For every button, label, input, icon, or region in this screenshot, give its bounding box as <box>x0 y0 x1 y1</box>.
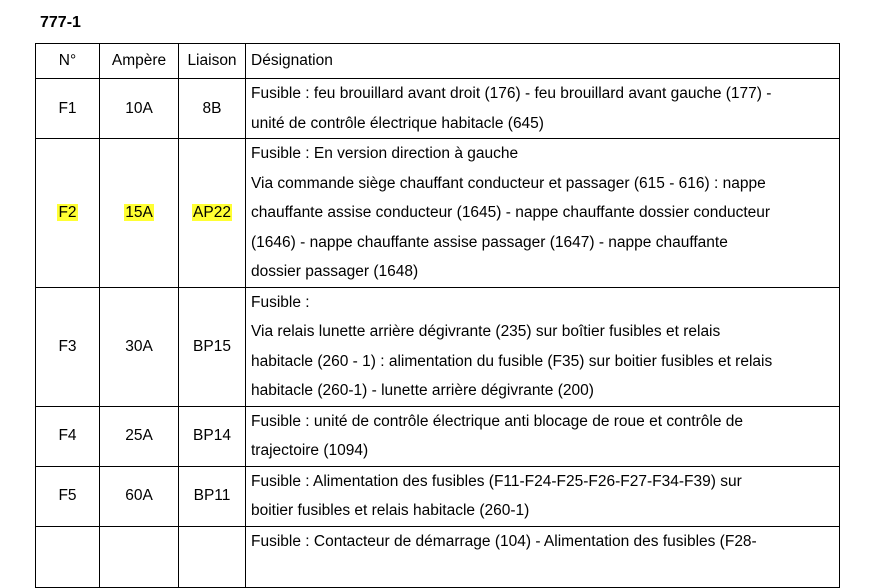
designation-line: habitacle (260 - 1) : alimentation du fusible (F35) sur boitier fusibles et relais <box>251 352 773 370</box>
cell-num <box>36 139 100 288</box>
cell-ampere <box>100 406 179 466</box>
table-row <box>36 139 840 288</box>
cell-designation <box>246 466 840 526</box>
document-title: 777-1 <box>40 14 81 31</box>
designation-line: habitacle (260-1) - lunette arrière dégivrante (200) <box>251 382 594 399</box>
cell-num-value: F2 <box>58 203 77 221</box>
cell-num-value: F1 <box>58 99 77 117</box>
header-designation: Désignation <box>246 44 840 79</box>
cell-designation <box>246 139 840 288</box>
cell-ampere <box>100 79 179 139</box>
designation-line: Via commande siège chauffant conducteur et passager (615 - 616) : nappe <box>251 174 766 192</box>
table-header-row <box>36 44 840 79</box>
designation-line: trajectoire (1094) <box>251 442 369 459</box>
cell-liaison <box>179 526 246 587</box>
cell-liaison <box>179 139 246 288</box>
cell-num-value: F5 <box>58 487 77 504</box>
table-body <box>36 79 840 588</box>
designation-line: Via relais lunette arrière dégivrante (235) sur boîtier fusibles et relais <box>251 323 721 340</box>
cell-ampere-value: 15A <box>125 203 153 221</box>
designation-line: chauffante assise conducteur (1645) - nappe chauffante dossier conducteur <box>251 204 771 221</box>
designation-line: Fusible : Alimentation des fusibles (F11-F24-F25-F26-F27-F34-F39) sur <box>251 472 742 490</box>
cell-num <box>36 406 100 466</box>
table-row <box>36 79 840 139</box>
cell-liaison <box>179 466 246 526</box>
header-liaison: Liaison <box>179 44 246 79</box>
cell-ampere-value: 25A <box>125 427 153 444</box>
cell-ampere <box>100 526 179 587</box>
cell-designation <box>246 287 840 406</box>
cell-num <box>36 526 100 587</box>
cell-designation <box>246 406 840 466</box>
designation-line: Fusible : <box>251 293 310 311</box>
cell-liaison-value: AP22 <box>193 203 231 221</box>
designation-line: unité de contrôle électrique habitacle (645) <box>251 114 544 132</box>
cell-num-value: F3 <box>58 337 77 355</box>
designation-line: Fusible : unité de contrôle électrique anti blocage de roue et contrôle de <box>251 412 744 430</box>
cell-ampere <box>100 466 179 526</box>
cell-num <box>36 79 100 139</box>
cell-ampere <box>100 287 179 406</box>
cell-liaison-value: BP14 <box>193 427 231 444</box>
cell-liaison-value: 8B <box>202 99 222 117</box>
table-row <box>36 406 840 466</box>
cell-liaison <box>179 287 246 406</box>
table-row <box>36 526 840 587</box>
cell-ampere-value: 30A <box>125 337 153 355</box>
table-row <box>36 287 840 406</box>
designation-line: dossier passager (1648) <box>251 263 419 280</box>
cell-num <box>36 466 100 526</box>
cell-ampere-value: 10A <box>125 99 153 117</box>
cell-liaison-value: BP11 <box>193 487 231 504</box>
fuse-table <box>35 43 840 588</box>
header-ampere: Ampère <box>100 44 179 79</box>
designation-line: boitier fusibles et relais habitacle (260-1) <box>251 502 530 519</box>
cell-ampere-value: 60A <box>125 487 153 504</box>
header-num: N° <box>36 44 100 79</box>
cell-liaison-value: BP15 <box>193 337 231 355</box>
designation-line: Fusible : feu brouillard avant droit (176) - feu brouillard avant gauche (177) - <box>251 85 772 102</box>
cell-designation <box>246 79 840 139</box>
cell-liaison <box>179 79 246 139</box>
cell-ampere <box>100 139 179 288</box>
designation-line: (1646) - nappe chauffante assise passager (1647) - nappe chauffante <box>251 233 728 251</box>
cell-num-value: F4 <box>58 427 77 444</box>
cell-num <box>36 287 100 406</box>
designation-line: Fusible : En version direction à gauche <box>251 145 519 162</box>
cell-liaison <box>179 406 246 466</box>
designation-line: Fusible : Contacteur de démarrage (104) - Alimentation des fusibles (F28- <box>251 532 757 550</box>
cell-designation <box>246 526 840 587</box>
table-row <box>36 466 840 526</box>
